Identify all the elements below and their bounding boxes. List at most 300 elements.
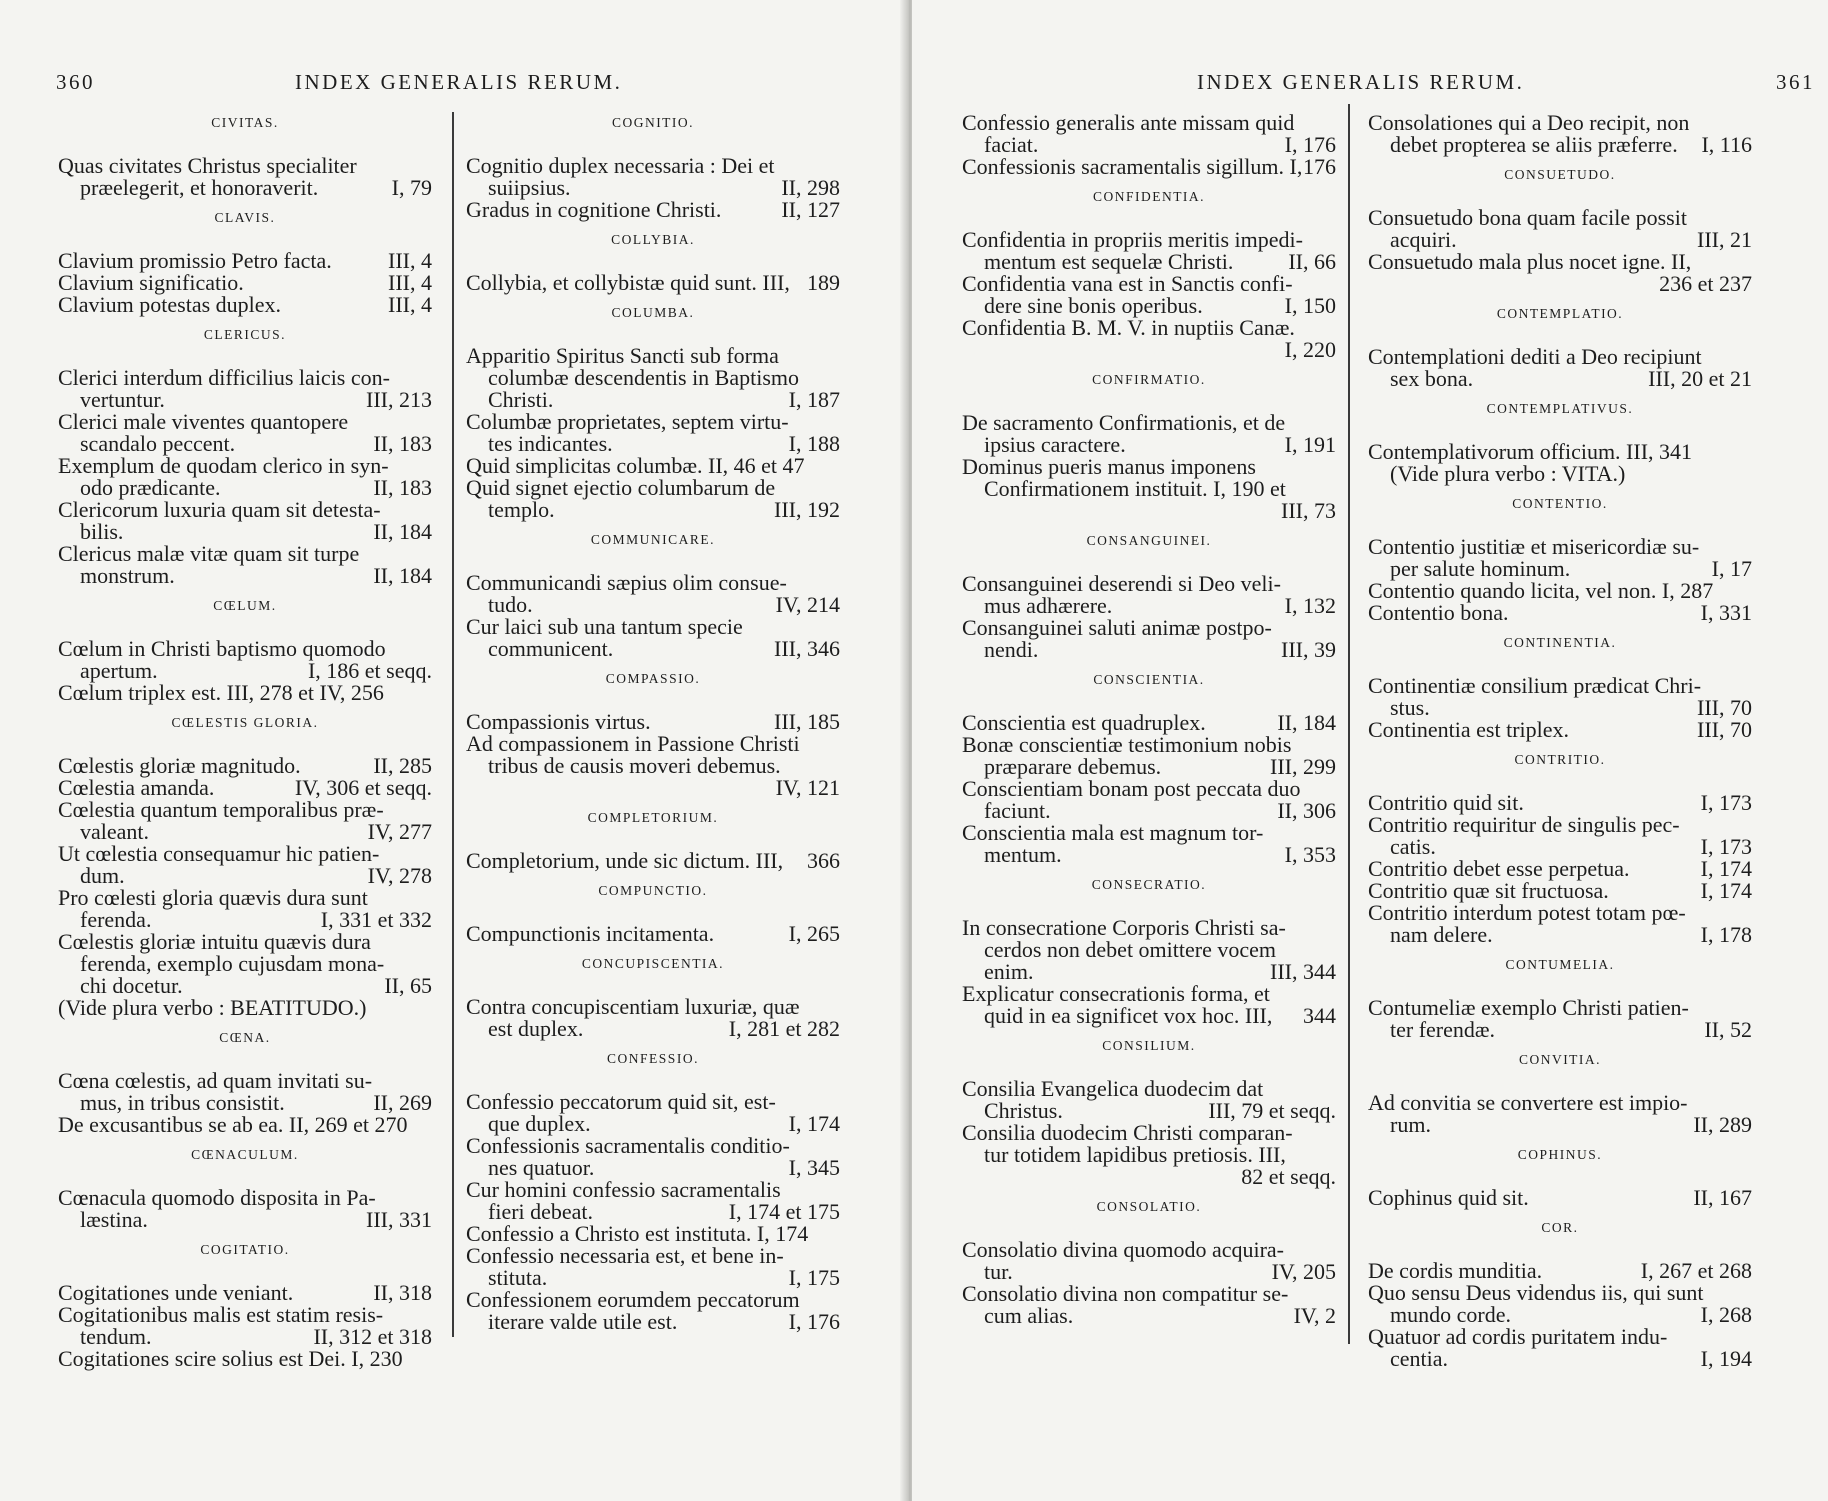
index-entry <box>58 843 432 887</box>
index-column-right-1 <box>962 112 1336 1327</box>
entry-text: Contritio debet esse perpetua. I, 174 <box>1368 856 1752 881</box>
entry-text: centia. I, 194 <box>1390 1346 1752 1371</box>
index-entry <box>58 543 432 587</box>
section-heading: CŒNACULUM. <box>191 1147 299 1162</box>
entry-text: monstrum. II, 184 <box>80 563 432 588</box>
entry-reference: I, 186 et seqq. <box>307 658 432 683</box>
entry-text: Consanguinei deserendi si Deo veli- <box>962 571 1281 596</box>
entry-text: De excusantibus se ab ea. II, 269 et 270 <box>58 1112 408 1137</box>
entry-text: Clavium significatio. III, 4 <box>58 270 432 295</box>
index-entry <box>1368 580 1752 602</box>
index-entry <box>1368 207 1752 251</box>
entry-reference: I, 173 <box>1700 834 1752 859</box>
entry-text: nam delere. I, 178 <box>1390 922 1752 947</box>
entry-reference: IV, 2 <box>1293 1303 1336 1328</box>
entry-reference: III, 299 <box>1270 754 1336 779</box>
entry-reference: II, 127 <box>781 197 840 222</box>
index-entry <box>58 411 432 455</box>
entry-reference: II, 184 <box>373 519 432 544</box>
entry-reference: II, 269 <box>373 1090 432 1115</box>
entry-text: Cogitationes scire solius est Dei. I, 230 <box>58 1346 403 1371</box>
index-entry <box>1368 1092 1752 1136</box>
index-entry <box>962 983 1336 1027</box>
index-entry <box>466 1223 840 1245</box>
index-entry <box>58 455 432 499</box>
entry-reference: I, 174 <box>1700 856 1752 881</box>
index-entry <box>58 294 432 316</box>
index-entry <box>58 1348 432 1370</box>
index-entry <box>1368 1260 1752 1282</box>
entry-reference: I, 173 <box>1700 790 1752 815</box>
entry-text: sex bona. III, 20 et 21 <box>1390 366 1752 391</box>
entry-text: Quid simplicitas columbæ. II, 46 et 47 <box>466 453 805 478</box>
index-entry <box>1368 902 1752 946</box>
index-entry <box>1368 251 1752 295</box>
entry-reference: II, 289 <box>1693 1112 1752 1137</box>
index-entry <box>962 412 1336 456</box>
index-entry <box>962 1283 1336 1327</box>
entry-text: Cœlestia amanda. IV, 306 et seqq. <box>58 775 432 800</box>
entry-text: Ut cœlestia consequamur hic patien- <box>58 841 380 866</box>
entry-reference: III, 70 <box>1697 695 1752 720</box>
index-entry <box>962 1078 1336 1122</box>
entry-text: (Vide plura verbo : VITA.) <box>1390 461 1626 486</box>
index-entry <box>1368 1187 1752 1209</box>
entry-text: Cogitationibus malis est statim resis- <box>58 1302 384 1327</box>
entry-text: vertuntur. III, 213 <box>80 387 432 412</box>
entry-reference: I, 265 <box>788 921 840 946</box>
index-entry <box>962 917 1336 983</box>
entry-text: mus, in tribus consistit. II, 269 <box>80 1090 432 1115</box>
section-heading: COLUMBA. <box>611 305 695 320</box>
entry-text: tur totidem lapidibus pretiosis. III, 82 et seqq. <box>984 1142 1336 1189</box>
index-entry <box>58 155 432 199</box>
entry-reference: III, 344 <box>1270 959 1336 984</box>
entry-reference: II, 298 <box>781 175 840 200</box>
entry-reference: III, 192 <box>774 497 840 522</box>
section-heading: CIVITAS. <box>211 115 279 130</box>
entry-reference: 82 et seqq. <box>1241 1164 1336 1189</box>
entry-text: (Vide plura verbo : BEATITUDO.) <box>58 995 367 1020</box>
entry-reference: IV, 205 <box>1271 1259 1336 1284</box>
entry-text: que duplex. I, 174 <box>488 1111 840 1136</box>
entry-reference: II, 285 <box>373 753 432 778</box>
section-heading: CONSUETUDO. <box>1504 167 1616 182</box>
entry-text: Contritio quæ sit fructuosa. I, 174 <box>1368 878 1752 903</box>
section-heading: COLLYBIA. <box>611 232 695 247</box>
section-heading: CLAVIS. <box>214 210 276 225</box>
index-entry <box>962 734 1336 778</box>
entry-reference: I, 79 <box>391 175 432 200</box>
entry-reference: III, 4 <box>388 270 432 295</box>
entry-text: Confessionis sacramentalis sigillum. I, 176 <box>962 154 1336 179</box>
index-entry <box>466 272 840 294</box>
entry-reference: II, 52 <box>1704 1017 1752 1042</box>
section-heading: COPHINUS. <box>1517 1147 1603 1162</box>
index-entry <box>58 272 432 294</box>
entry-text: iterare valde utile est. I, 176 <box>488 1309 840 1334</box>
index-entry <box>1368 536 1752 580</box>
entry-text: Compassionis virtus. III, 185 <box>466 709 840 734</box>
section-heading: CONSILIUM. <box>1102 1038 1196 1053</box>
section-heading: CŒLESTIS GLORIA. <box>171 715 319 730</box>
section-heading: COR. <box>1541 1220 1579 1235</box>
entry-text: Cœna cœlestis, ad quam invitati su- <box>58 1068 373 1093</box>
entry-text: Confirmationem instituit. I, 190 et III, 73 <box>984 476 1336 523</box>
column-rule-left <box>452 112 454 1337</box>
entry-text: stituta. I, 175 <box>488 1265 840 1290</box>
index-entry <box>1368 441 1752 485</box>
index-entry <box>1368 880 1752 902</box>
entry-text: Contritio interdum potest totam pœ- <box>1368 900 1686 925</box>
entry-text: Confessio generalis ante missam quid <box>962 110 1295 135</box>
right-page <box>912 0 1828 1501</box>
section-heading: COMMUNICARE. <box>590 532 716 547</box>
index-entry <box>962 112 1336 156</box>
entry-reference: II, 306 <box>1277 798 1336 823</box>
index-entry <box>58 499 432 543</box>
entry-text: Contemplationi dediti a Deo recipiunt <box>1368 344 1702 369</box>
entry-text: communicent. III, 346 <box>488 636 840 661</box>
index-entry <box>58 1187 432 1231</box>
section-heading: CONTENTIO. <box>1512 496 1608 511</box>
entry-reference: I, 116 <box>1701 132 1752 157</box>
entry-text: nes quatuor. I, 345 <box>488 1155 840 1180</box>
page-number-left: 360 <box>56 70 95 94</box>
entry-reference: III, 213 <box>366 387 432 412</box>
entry-text: Compunctionis incitamenta. I, 265 <box>466 921 840 946</box>
index-entry <box>466 1091 840 1135</box>
entry-text: Contentio justitiæ et misericordiæ su- <box>1368 534 1700 559</box>
index-entry <box>466 850 840 872</box>
entry-reference: I, 17 <box>1711 556 1752 581</box>
entry-text: Cophinus quid sit. II, 167 <box>1368 1185 1752 1210</box>
entry-reference: III, 79 et seqq. <box>1208 1098 1336 1123</box>
entry-text: nendi. III, 39 <box>984 637 1336 662</box>
section-heading: CONTEMPLATIO. <box>1496 306 1624 321</box>
index-entry <box>466 455 840 477</box>
entry-text: Contentio bona. I, 331 <box>1368 600 1752 625</box>
entry-text: valeant. IV, 277 <box>80 819 432 844</box>
entry-text: Contra concupiscentiam luxuriæ, quæ <box>466 994 800 1019</box>
entry-reference: III, 4 <box>388 292 432 317</box>
entry-reference: II, 183 <box>373 431 432 456</box>
index-entry <box>466 477 840 521</box>
entry-text: Cœnacula quomodo disposita in Pa- <box>58 1185 376 1210</box>
entry-text: bilis. II, 184 <box>80 519 432 544</box>
entry-reference: III, 346 <box>774 636 840 661</box>
section-heading: CONCUPISCENTIA. <box>581 956 725 971</box>
entry-text: Consuetudo bona quam facile possit <box>1368 205 1687 230</box>
entry-text: ipsius caractere. I, 191 <box>984 432 1336 457</box>
entry-text: Explicatur consecrationis forma, et <box>962 981 1270 1006</box>
entry-text: tendum. II, 312 et 318 <box>80 1324 432 1349</box>
column-rule-right <box>1348 104 1350 1344</box>
entry-text: Clerici male viventes quantopere <box>58 409 349 434</box>
index-entry <box>58 997 432 1019</box>
entry-text: quid in ea significet vox hoc. III, 344 <box>984 1003 1336 1028</box>
entry-text: templo. III, 192 <box>488 497 840 522</box>
index-entry <box>1368 602 1752 624</box>
index-entry <box>466 711 840 733</box>
entry-reference: I, 174 <box>788 1111 840 1136</box>
section-heading: CONTUMELIA. <box>1505 957 1615 972</box>
entry-reference: I, 188 <box>788 431 840 456</box>
entry-text: Dominus pueris manus imponens <box>962 454 1256 479</box>
index-entry <box>58 1114 432 1136</box>
section-heading: CONTEMPLATIVUS. <box>1486 401 1634 416</box>
section-heading: COMPASSIO. <box>605 671 701 686</box>
entry-text: Pro cœlesti gloria quævis dura sunt <box>58 885 368 910</box>
entry-text: Apparitio Spiritus Sancti sub forma <box>466 343 779 368</box>
entry-text: Confessio necessaria est, et bene in- <box>466 1243 784 1268</box>
entry-text: Confidentia in propriis meritis impedi- <box>962 227 1303 252</box>
section-heading: CONSOLATIO. <box>1096 1199 1202 1214</box>
index-entry <box>58 638 432 682</box>
entry-text: Contemplativorum officium. III, 341 <box>1368 439 1693 464</box>
entry-text: ter ferendæ. II, 52 <box>1390 1017 1752 1042</box>
index-entry <box>1368 112 1752 156</box>
index-column-left-2 <box>466 112 840 1333</box>
entry-reference: III, 39 <box>1281 637 1336 662</box>
entry-text: Continentiæ consilium prædicat Chri- <box>1368 673 1702 698</box>
entry-text: Conscientia mala est magnum tor- <box>962 820 1264 845</box>
index-entry <box>1368 792 1752 814</box>
index-entry <box>466 996 840 1040</box>
index-entry <box>58 931 432 997</box>
entry-text: Contumeliæ exemplo Christi patien- <box>1368 995 1689 1020</box>
entry-reference: I, 331 et 332 <box>320 907 432 932</box>
entry-reference: 176 <box>1303 154 1336 179</box>
entry-text: Consolatio divina quomodo acquira- <box>962 1237 1284 1262</box>
index-entry <box>466 616 840 660</box>
entry-text: Clericorum luxuria quam sit detesta- <box>58 497 381 522</box>
entry-text: cerdos non debet omittere vocem <box>984 937 1277 962</box>
entry-text: tudo. IV, 214 <box>488 592 840 617</box>
entry-text: Collybia, et collybistæ quid sunt. III, 189 <box>466 270 840 295</box>
entry-reference: II, 318 <box>373 1280 432 1305</box>
entry-text: Consanguinei saluti animæ postpo- <box>962 615 1272 640</box>
section-heading: CONSECRATIO. <box>1091 877 1207 892</box>
entry-text: debet propterea se aliis præferre. I, 116 <box>1390 132 1752 157</box>
entry-reference: II, 167 <box>1693 1185 1752 1210</box>
section-heading: CŒNA. <box>219 1030 271 1045</box>
entry-reference: III, 21 <box>1697 227 1752 252</box>
entry-reference: II, 184 <box>1277 710 1336 735</box>
entry-reference: IV, 121 <box>775 775 840 800</box>
entry-text: Consuetudo mala plus nocet igne. II, 236 et 237 <box>1368 249 1752 296</box>
index-entry <box>962 1239 1336 1283</box>
entry-text: Cogitationes unde veniant. II, 318 <box>58 1280 432 1305</box>
index-entry <box>466 923 840 945</box>
entry-reference: I, 174 <box>1700 878 1752 903</box>
index-column-left-1 <box>58 112 432 1370</box>
entry-text: Clavium potestas duplex. III, 4 <box>58 292 432 317</box>
entry-text: Communicandi sæpius olim consue- <box>466 570 787 595</box>
index-entry <box>58 682 432 704</box>
index-entry <box>962 617 1336 661</box>
index-entry <box>466 733 840 799</box>
entry-text: Clerici interdum difficilius laicis con- <box>58 365 390 390</box>
entry-text: Cœlestia quantum temporalibus præ- <box>58 797 384 822</box>
index-entry <box>962 822 1336 866</box>
section-heading: CONTINENTIA. <box>1503 635 1617 650</box>
entry-text: Quas civitates Christus specialiter <box>58 153 357 178</box>
section-heading: COGITATIO. <box>200 1242 290 1257</box>
entry-text: rum. II, 289 <box>1390 1112 1752 1137</box>
section-heading: CONSCIENTIA. <box>1093 672 1205 687</box>
index-entry <box>962 317 1336 361</box>
entry-text: Conscientia est quadruplex. II, 184 <box>962 710 1336 735</box>
section-heading: CONFESSIO. <box>607 1051 699 1066</box>
section-heading: COMPUNCTIO. <box>598 883 708 898</box>
index-entry <box>58 1282 432 1304</box>
entry-text: columbæ descendentis in Baptismo <box>488 365 800 390</box>
entry-reference: I, 194 <box>1700 1346 1752 1371</box>
index-entry <box>466 1179 840 1223</box>
index-entry <box>1368 997 1752 1041</box>
entry-text: ferenda, exemplo cujusdam mona- <box>80 951 385 976</box>
section-heading: CONTRITIO. <box>1514 752 1606 767</box>
index-entry <box>58 755 432 777</box>
entry-reference: II, 312 et 318 <box>313 1324 432 1349</box>
entry-text: chi docetur. II, 65 <box>80 973 432 998</box>
section-heading: CONFIRMATIO. <box>1092 372 1206 387</box>
index-entry <box>466 1245 840 1289</box>
entry-text: per salute hominum. I, 17 <box>1390 556 1752 581</box>
index-entry <box>466 572 840 616</box>
entry-text: De cordis munditia. I, 267 et 268 <box>1368 1258 1752 1283</box>
index-entry <box>1368 1326 1752 1370</box>
entry-reference: III, 73 <box>1281 498 1336 523</box>
entry-text: Contritio requiritur de singulis pec- <box>1368 812 1680 837</box>
entry-text: Bonæ conscientiæ testimonium nobis <box>962 732 1292 757</box>
index-entry <box>1368 719 1752 741</box>
section-heading: CONVITIA. <box>1518 1052 1602 1067</box>
index-entry <box>466 1289 840 1333</box>
entry-text: Cur laici sub una tantum specie <box>466 614 743 639</box>
entry-text: dere sine bonis operibus. I, 150 <box>984 293 1336 318</box>
index-entry <box>962 573 1336 617</box>
index-entry <box>962 712 1336 734</box>
entry-text: Gradus in cognitione Christi. II, 127 <box>466 197 840 222</box>
index-entry <box>58 777 432 799</box>
entry-text: Cœlum in Christi baptismo quomodo <box>58 636 386 661</box>
entry-text: Cœlestis gloriæ intuitu quævis dura <box>58 929 371 954</box>
entry-reference: II, 184 <box>373 563 432 588</box>
entry-text: læstina. III, 331 <box>80 1207 432 1232</box>
index-entry <box>962 778 1336 822</box>
entry-text: Contritio quid sit. I, 173 <box>1368 790 1752 815</box>
entry-text: Confessionis sacramentalis conditio- <box>466 1133 790 1158</box>
entry-text: Cœlestis gloriæ magnitudo. II, 285 <box>58 753 432 778</box>
entry-reference: I, 220 <box>1284 337 1336 362</box>
entry-text: In consecratione Corporis Christi sa- <box>962 915 1286 940</box>
entry-text: Ad convitia se convertere est impio- <box>1368 1090 1688 1115</box>
entry-text: mentum est sequelæ Christi. II, 66 <box>984 249 1336 274</box>
entry-reference: I, 331 <box>1700 600 1752 625</box>
entry-reference: III, 70 <box>1697 717 1752 742</box>
section-heading: CŒLUM. <box>213 598 277 613</box>
entry-text: Cur homini confessio sacramentalis <box>466 1177 781 1202</box>
entry-reference: I, 175 <box>788 1265 840 1290</box>
entry-text: Confidentia vana est in Sanctis confi- <box>962 271 1293 296</box>
entry-reference: I, 267 et 268 <box>1640 1258 1752 1283</box>
entry-reference: I, 176 <box>788 1309 840 1334</box>
index-entry <box>58 1070 432 1114</box>
entry-text: acquiri. III, 21 <box>1390 227 1752 252</box>
entry-text: fieri debeat. I, 174 et 175 <box>488 1199 840 1224</box>
index-entry <box>1368 814 1752 858</box>
left-page <box>0 0 906 1501</box>
entry-text: Consolationes qui a Deo recipit, non <box>1368 110 1690 135</box>
index-entry <box>1368 675 1752 719</box>
entry-text: Consilia Evangelica duodecim dat <box>962 1076 1264 1101</box>
entry-text: Clericus malæ vitæ quam sit turpe <box>58 541 360 566</box>
entry-reference: III, 185 <box>774 709 840 734</box>
entry-reference: 189 <box>807 270 840 295</box>
entry-reference: I, 281 et 282 <box>728 1016 840 1041</box>
index-entry <box>466 411 840 455</box>
entry-reference: I, 150 <box>1284 293 1336 318</box>
entry-text: Confessionem eorumdem peccatorum <box>466 1287 800 1312</box>
index-entry <box>466 345 840 411</box>
section-heading: CLERICUS. <box>203 327 287 342</box>
entry-text: suiipsius. II, 298 <box>488 175 840 200</box>
entry-reference: I, 345 <box>788 1155 840 1180</box>
index-entry <box>58 367 432 411</box>
entry-text: Exemplum de quodam clerico in syn- <box>58 453 389 478</box>
index-entry <box>962 456 1336 522</box>
entry-text: Conscientiam bonam post peccata duo <box>962 776 1301 801</box>
section-heading: COGNITIO. <box>611 115 695 130</box>
entry-reference: I, 353 <box>1284 842 1336 867</box>
index-entry <box>58 799 432 843</box>
running-head-left: INDEX GENERALIS RERUM. <box>295 70 623 94</box>
entry-text: enim. III, 344 <box>984 959 1336 984</box>
entry-text: catis. I, 173 <box>1390 834 1752 859</box>
entry-text: scandalo peccent. II, 183 <box>80 431 432 456</box>
running-head-right: INDEX GENERALIS RERUM. <box>1197 70 1525 94</box>
entry-text: Consolatio divina non compatitur se- <box>962 1281 1289 1306</box>
entry-text: Continentia est triplex. III, 70 <box>1368 717 1752 742</box>
entry-text: Confidentia B. M. V. in nuptiis Canæ. I, 220 <box>962 315 1336 362</box>
index-entry <box>1368 1282 1752 1326</box>
index-entry <box>962 1122 1336 1188</box>
index-entry <box>1368 346 1752 390</box>
entry-text: est duplex. I, 281 et 282 <box>488 1016 840 1041</box>
entry-text: Quid signet ejectio columbarum de <box>466 475 776 500</box>
entry-text: tribus de causis moveri debemus. IV, 121 <box>488 753 840 800</box>
index-entry <box>466 199 840 221</box>
index-entry <box>962 156 1336 178</box>
section-heading: COMPLETORIUM. <box>587 810 719 825</box>
entry-reference: I, 268 <box>1700 1302 1752 1327</box>
index-entry <box>58 887 432 931</box>
entry-text: apertum. I, 186 et seqq. <box>80 658 432 683</box>
entry-reference: I, 174 et 175 <box>728 1199 840 1224</box>
entry-text: faciat. I, 176 <box>984 132 1336 157</box>
entry-text: Columbæ proprietates, septem virtu- <box>466 409 789 434</box>
entry-text: Contentio quando licita, vel non. I, 287 <box>1368 578 1714 603</box>
section-heading: CONFIDENTIA. <box>1092 189 1206 204</box>
entry-text: Christi. I, 187 <box>488 387 840 412</box>
entry-text: Consilia duodecim Christi comparan- <box>962 1120 1293 1145</box>
entry-text: dum. IV, 278 <box>80 863 432 888</box>
entry-reference: II, 183 <box>373 475 432 500</box>
entry-reference: III, 4 <box>388 248 432 273</box>
entry-text: cum alias. IV, 2 <box>984 1303 1336 1328</box>
